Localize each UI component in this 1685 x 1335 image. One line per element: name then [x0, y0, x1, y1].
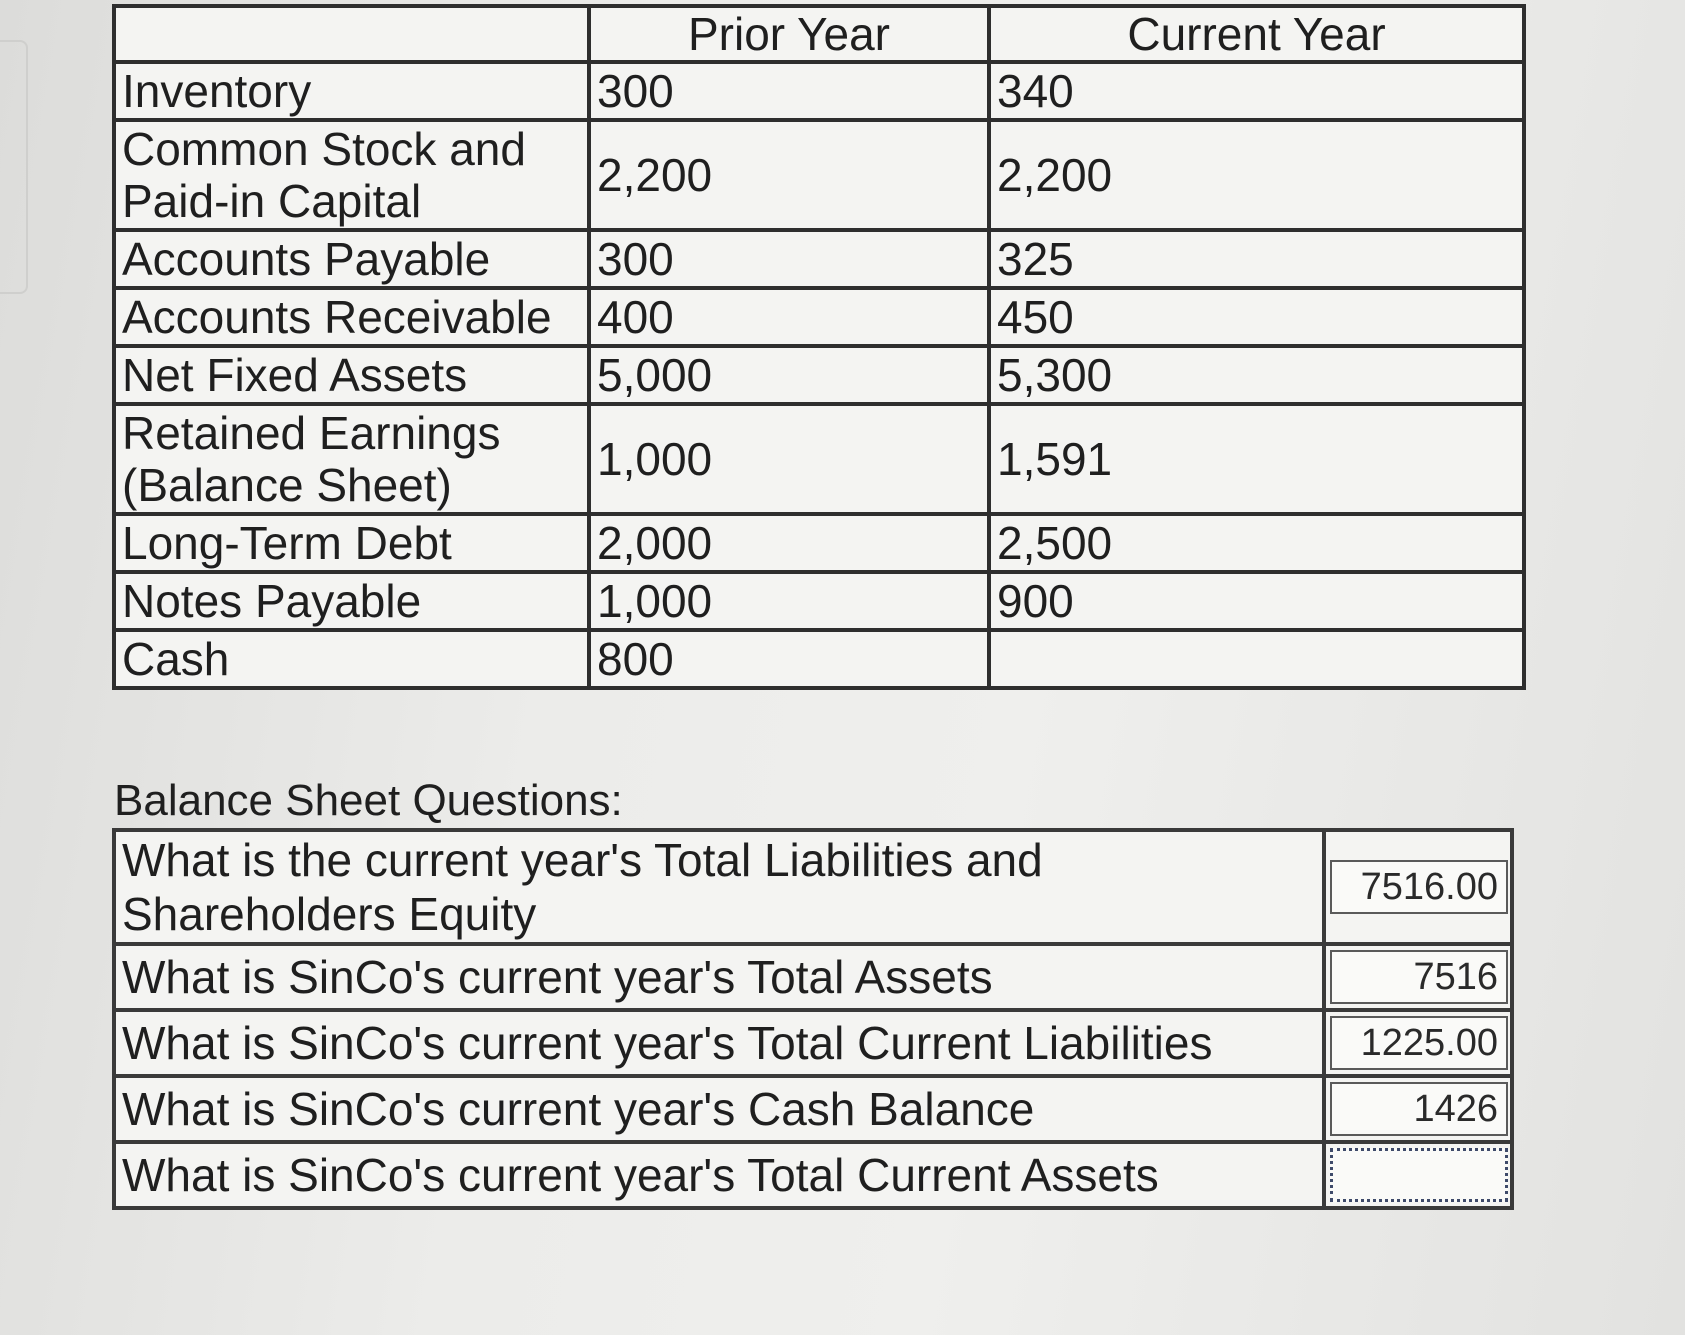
current-value: 900	[989, 572, 1524, 630]
answer-input[interactable]: 7516.00	[1330, 860, 1508, 914]
question-row	[114, 1142, 1512, 1208]
answer-input-active[interactable]	[1330, 1148, 1508, 1202]
prior-value: 2,000	[589, 514, 989, 572]
row-label: Notes Payable	[114, 572, 589, 630]
question-text: What is SinCo's current year's Total Current Assets	[114, 1142, 1324, 1208]
table-row	[114, 346, 1524, 404]
table-row	[114, 514, 1524, 572]
answer-input[interactable]: 1426	[1330, 1082, 1508, 1136]
window-edge	[0, 40, 28, 294]
current-value: 325	[989, 230, 1524, 288]
question-text: What is SinCo's current year's Cash Balance	[114, 1076, 1324, 1142]
question-row	[114, 944, 1512, 1010]
question-row	[114, 1010, 1512, 1076]
table-row	[114, 630, 1524, 688]
question-row	[114, 1076, 1512, 1142]
current-value: 5,300	[989, 346, 1524, 404]
prior-value: 1,000	[589, 572, 989, 630]
row-label: Common Stock and Paid-in Capital	[114, 120, 589, 230]
table-row	[114, 572, 1524, 630]
prior-value: 300	[589, 62, 989, 120]
balance-data-table	[112, 4, 1526, 690]
current-value: 450	[989, 288, 1524, 346]
prior-value: 2,200	[589, 120, 989, 230]
row-label: Net Fixed Assets	[114, 346, 589, 404]
table-row	[114, 230, 1524, 288]
prior-value: 5,000	[589, 346, 989, 404]
row-label: Cash	[114, 630, 589, 688]
answer-input[interactable]: 1225.00	[1330, 1016, 1508, 1070]
answer-cell	[1324, 944, 1512, 1010]
question-text: What is SinCo's current year's Total Assets	[114, 944, 1324, 1010]
row-label: Long-Term Debt	[114, 514, 589, 572]
prior-value: 400	[589, 288, 989, 346]
current-value: 2,200	[989, 120, 1524, 230]
question-text: What is SinCo's current year's Total Current Liabilities	[114, 1010, 1324, 1076]
answer-cell	[1324, 1076, 1512, 1142]
row-label: Accounts Receivable	[114, 288, 589, 346]
current-value: 340	[989, 62, 1524, 120]
current-value: 1,591	[989, 404, 1524, 514]
current-value-empty	[989, 630, 1524, 688]
answer-input[interactable]: 7516	[1330, 950, 1508, 1004]
table-row	[114, 404, 1524, 514]
prior-value: 300	[589, 230, 989, 288]
answer-cell	[1324, 1142, 1512, 1208]
row-label: Accounts Payable	[114, 230, 589, 288]
row-label: Retained Earnings (Balance Sheet)	[114, 404, 589, 514]
answer-cell	[1324, 1010, 1512, 1076]
prior-value: 1,000	[589, 404, 989, 514]
table-row	[114, 120, 1524, 230]
prior-value: 800	[589, 630, 989, 688]
answer-cell	[1324, 830, 1512, 944]
table-row	[114, 62, 1524, 120]
table-header-row	[114, 6, 1524, 62]
row-label: Inventory	[114, 62, 589, 120]
table-row	[114, 288, 1524, 346]
question-row	[114, 830, 1512, 944]
header-corner	[114, 6, 589, 62]
questions-table	[112, 828, 1514, 1210]
header-current-year: Current Year	[989, 6, 1524, 62]
header-prior-year: Prior Year	[589, 6, 989, 62]
question-text: What is the current year's Total Liabilities and Shareholders Equity	[114, 830, 1324, 944]
current-value: 2,500	[989, 514, 1524, 572]
questions-title: Balance Sheet Questions:	[114, 776, 623, 825]
